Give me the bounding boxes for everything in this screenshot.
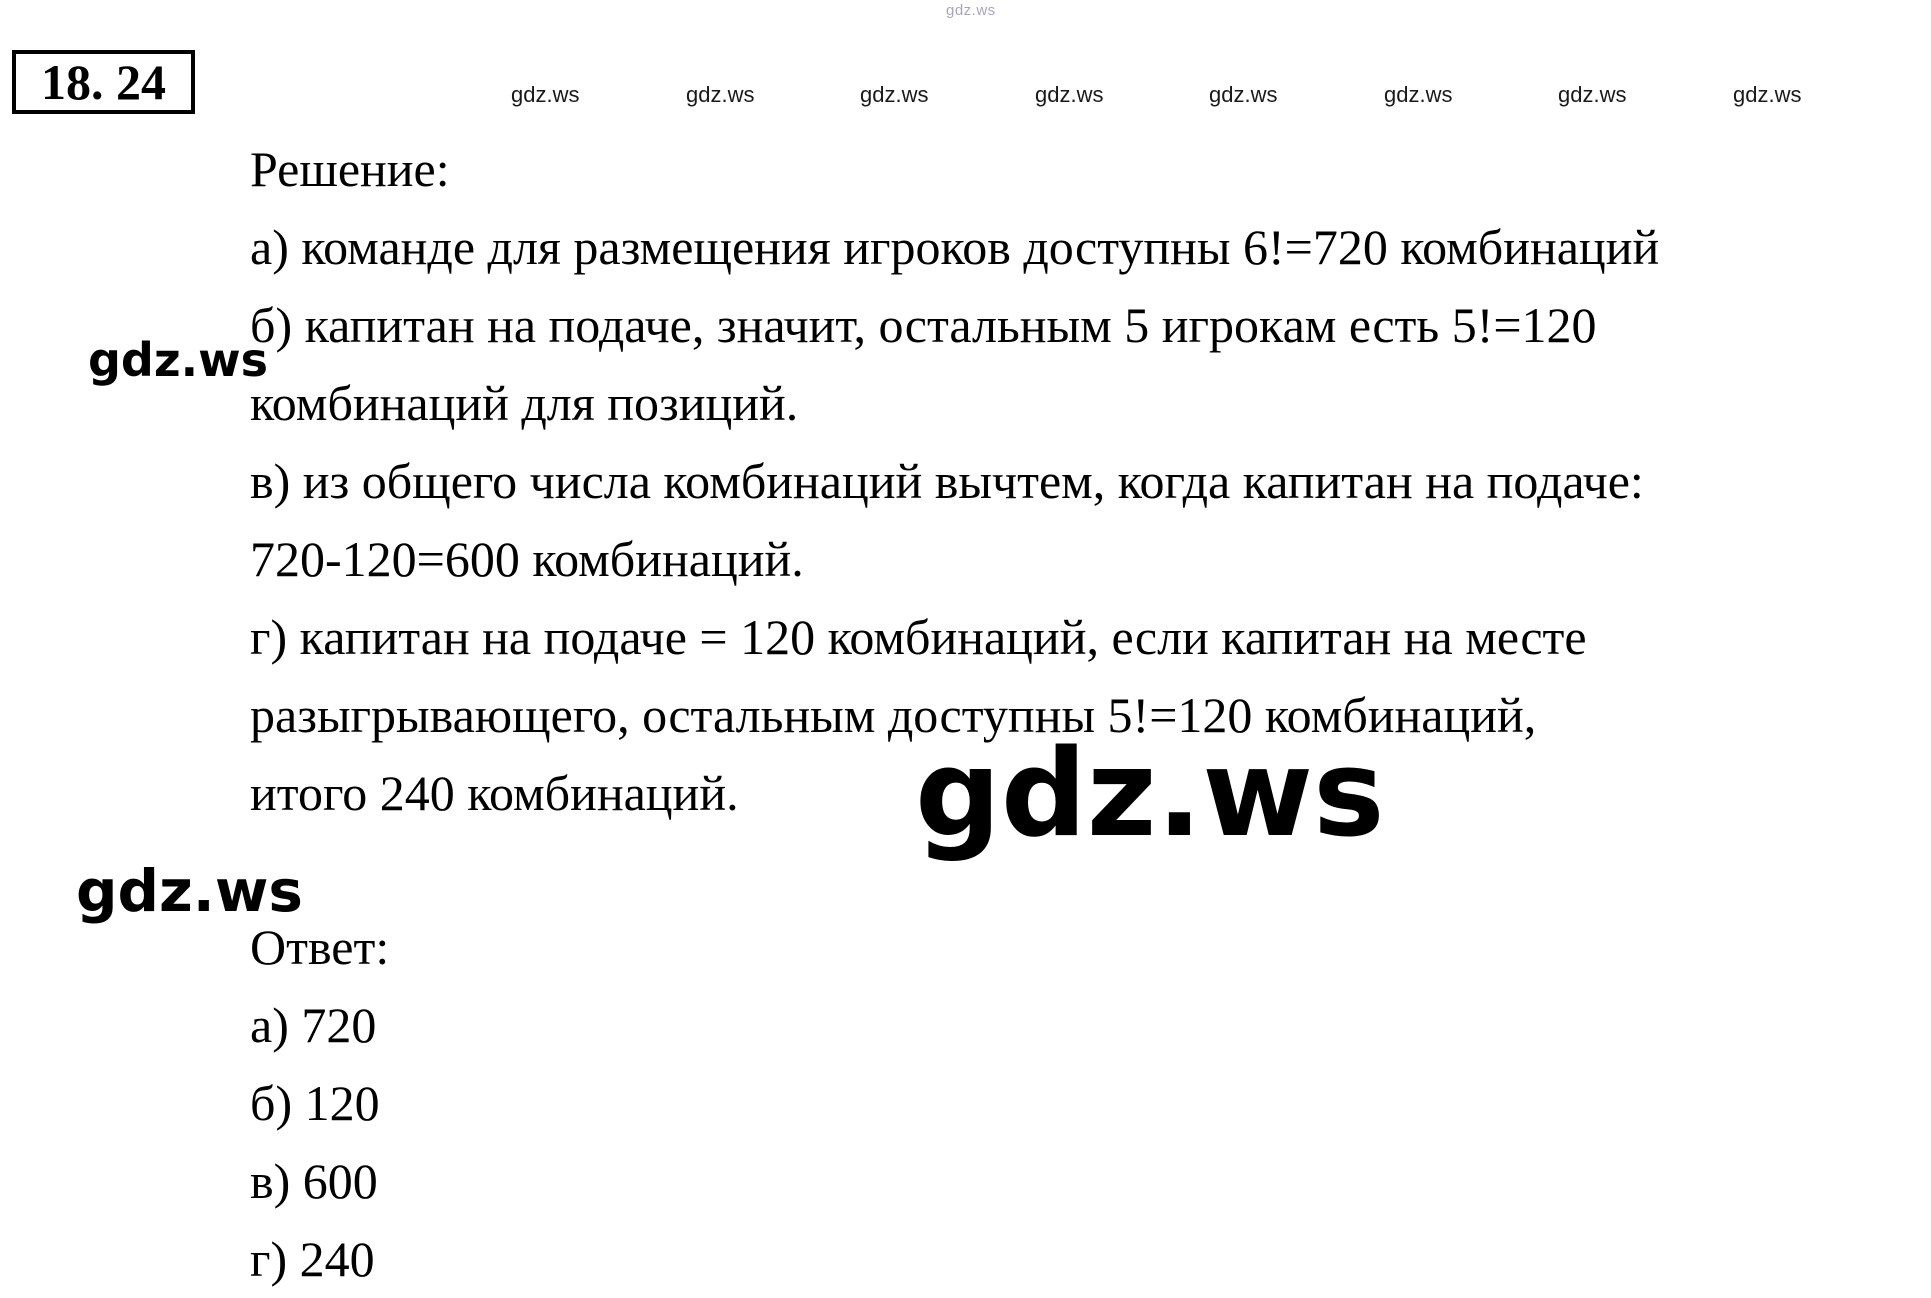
watermark-left-1: gdz.ws [88,333,268,387]
solution-line: итого 240 комбинаций. [250,765,739,821]
answer-section [250,908,389,1298]
watermark-row-item: gdz.ws [860,82,929,107]
answer-item: в) 600 [250,1153,378,1209]
solution-line: г) капитан на подаче = 120 комбинаций, если капитан на месте [250,609,1587,665]
watermark-center: gdz.ws [915,725,1385,864]
watermark-row-item: gdz.ws [1733,82,1802,107]
watermark-row-item: gdz.ws [511,82,580,107]
solution-line: 720-120=600 комбинаций. [250,531,804,587]
watermark-row-item: gdz.ws [1384,82,1453,107]
task-number-box [12,50,195,114]
watermark-left-2: gdz.ws [76,857,303,925]
watermark-row-item: gdz.ws [1558,82,1627,107]
solution-line: а) команде для размещения игроков доступны 6!=720 комбинаций [250,219,1660,275]
answer-heading: Ответ: [250,919,390,975]
solution-line: б) капитан на подаче, значит, остальным 5 игрокам есть 5!=120 [250,297,1597,353]
answer-item: г) 240 [250,1231,375,1287]
answer-item: а) 720 [250,997,377,1053]
solution-line: комбинаций для позиций. [250,375,799,431]
solution-heading: Решение: [250,141,450,197]
watermark-row-item: gdz.ws [1035,82,1104,107]
watermark-row-item: gdz.ws [686,82,755,107]
task-number: 18. 24 [41,54,166,110]
watermark-row-item: gdz.ws [1209,82,1278,107]
watermark-top: gdz.ws [946,2,996,19]
answer-item: б) 120 [250,1075,380,1131]
solution-line: в) из общего числа комбинаций вычтем, когда капитан на подаче: [250,453,1644,509]
solution-line: разыгрывающего, остальным доступны 5!=120 комбинаций, [250,687,1537,743]
